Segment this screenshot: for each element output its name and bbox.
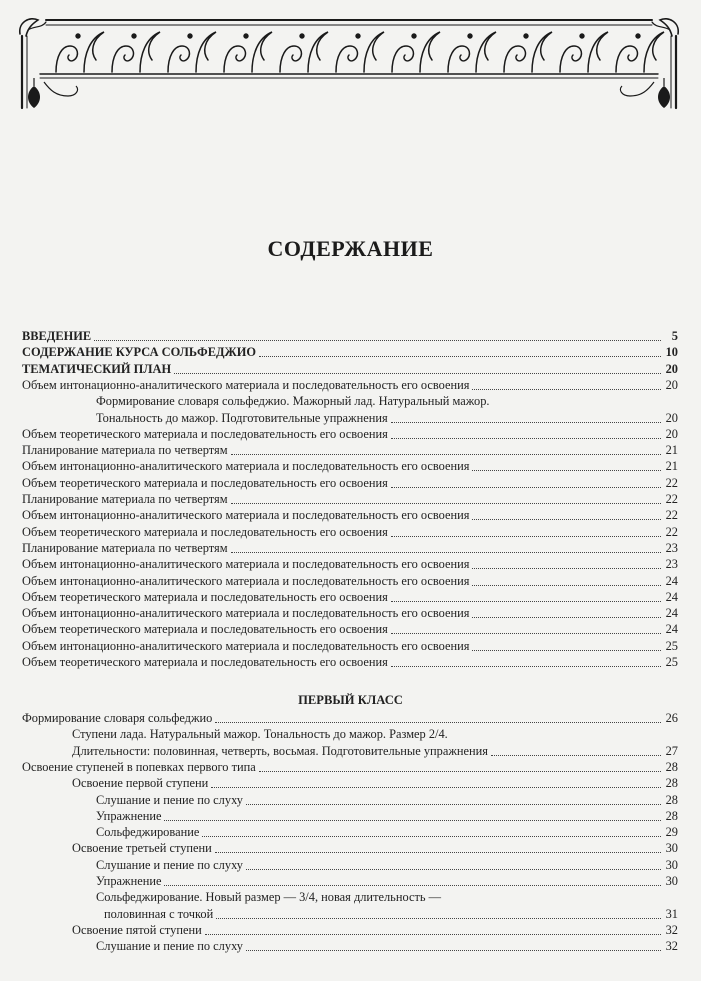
toc-page-number: 30	[665, 857, 678, 872]
toc-entry-title: Упражнение	[96, 874, 162, 888]
ornament-dot	[300, 34, 304, 38]
toc-entry-title: Освоение первой ступени	[72, 776, 209, 791]
toc-page-number: 20	[665, 410, 678, 425]
ornament-swirl	[280, 32, 328, 72]
toc-page-number: 23	[665, 557, 678, 572]
toc-entry-title: половинная с точкой	[104, 906, 214, 921]
toc-entry	[22, 540, 678, 556]
ornament-dot	[188, 34, 192, 38]
toc-leader-dots	[259, 770, 661, 772]
toc-entry-title: ТЕМАТИЧЕСКИЙ ПЛАН	[22, 361, 172, 376]
toc-entry	[72, 775, 678, 791]
toc-leader-dots	[472, 469, 661, 471]
toc-page-number: 10	[665, 345, 678, 360]
ornament-swirl	[56, 32, 104, 72]
ornament-dot	[412, 34, 416, 38]
ornament-swirl	[504, 32, 552, 72]
toc-entry	[96, 857, 678, 873]
toc-leader-dots	[246, 949, 661, 951]
toc-page-number: 30	[665, 874, 678, 888]
toc-leader-dots	[202, 835, 661, 837]
toc-entry-title: Тональность до мажор. Подготовительные упражнения	[96, 410, 388, 425]
section-heading-first-class: ПЕРВЫЙ КЛАСС	[298, 693, 403, 707]
toc-page-number: 30	[665, 841, 678, 856]
ornament-swirl	[168, 32, 216, 72]
toc-leader-dots	[391, 437, 661, 439]
toc-page-number: 23	[665, 540, 678, 555]
toc-entry	[96, 393, 678, 409]
toc-page-number: 20	[665, 361, 678, 376]
toc-entry	[96, 873, 678, 889]
toc-entry	[22, 442, 678, 458]
toc-entry	[22, 507, 678, 523]
toc-leader-dots	[472, 616, 661, 618]
toc-entry	[22, 573, 678, 589]
toc-leader-dots	[164, 819, 661, 821]
toc-entry	[22, 759, 678, 775]
toc-entry-title: Объем теоретического материала и последовательность его освоения	[22, 655, 388, 669]
ornament-dot	[356, 34, 360, 38]
toc-page-number: 28	[665, 792, 678, 807]
ornament-swirl	[616, 32, 664, 72]
toc-entry	[22, 621, 678, 637]
toc-leader-dots	[215, 851, 661, 853]
ornament-dot	[468, 34, 472, 38]
page-title: СОДЕРЖАНИЕ	[267, 236, 434, 261]
ornament-dot	[524, 34, 528, 38]
toc-leader-dots	[231, 453, 661, 455]
toc-entry-title: Объем интонационно-аналитического материала и последовательность его освоения	[22, 573, 470, 588]
ornament-dot	[132, 34, 136, 38]
toc-page-number: 20	[665, 377, 678, 392]
toc-page-number: 32	[665, 922, 678, 937]
ornament-dot	[580, 34, 584, 38]
toc-entry-title: Освоение пятой ступени	[72, 922, 202, 937]
toc-leader-dots	[246, 803, 661, 805]
floral-ornament-border-icon	[16, 16, 682, 114]
toc-page-number: 24	[665, 622, 678, 637]
toc-page-number: 22	[665, 524, 678, 539]
toc-entry	[96, 938, 678, 954]
toc-page-number: 26	[665, 711, 678, 725]
toc-entry-title: Объем интонационно-аналитического материала и последовательность его освоения	[22, 377, 470, 392]
toc-entry-title: Планирование материала по четвертям	[22, 540, 228, 555]
ornament-swirl	[560, 32, 608, 72]
toc-entry	[22, 710, 678, 726]
toc-entry-title: Формирование словаря сольфеджио. Мажорный лад. Натуральный мажор.	[96, 394, 490, 409]
toc-page-number: 28	[665, 759, 678, 774]
toc-leader-dots	[491, 754, 661, 756]
toc-entry-title: Упражнение	[96, 808, 162, 823]
ornament-swirl	[112, 32, 160, 72]
toc-entry	[22, 475, 678, 491]
toc-leader-dots	[472, 567, 661, 569]
toc-page-number: 25	[665, 638, 678, 653]
ornament-dot	[636, 34, 640, 38]
toc-entry	[96, 792, 678, 808]
toc-page-number: 29	[665, 825, 678, 840]
toc-entry-title: Объем теоретического материала и последовательность его освоения	[22, 622, 388, 637]
toc-leader-dots	[174, 372, 661, 374]
toc-entry	[22, 605, 678, 621]
toc-entry	[22, 328, 678, 344]
toc-leader-dots	[94, 339, 661, 341]
toc-entry	[22, 556, 678, 572]
toc-entry	[72, 840, 678, 856]
toc-page-number: 22	[665, 492, 678, 506]
toc-entry-title: Формирование словаря сольфеджио	[22, 711, 213, 725]
toc-entry-title: Объем теоретического материала и последовательность его освоения	[22, 589, 388, 604]
toc-leader-dots	[391, 665, 661, 667]
toc-entry-title: Объем интонационно-аналитического материала и последовательность его освоения	[22, 638, 470, 653]
toc-entry	[96, 824, 678, 840]
toc-entry-title: Объем интонационно-аналитического материала и последовательность его освоения	[22, 508, 470, 523]
toc-entry-title: ВВЕДЕНИЕ	[22, 329, 92, 343]
toc-entry	[22, 344, 678, 360]
toc-page-number: 22	[665, 508, 678, 523]
ornament-dot	[244, 34, 248, 38]
ornament-swirl	[336, 32, 384, 72]
toc-entry-title: Сольфеджирование	[96, 825, 200, 840]
toc-leader-dots	[391, 421, 661, 423]
toc-page-number: 20	[665, 426, 678, 441]
toc-entry	[22, 377, 678, 393]
toc-entry	[22, 426, 678, 442]
toc-leader-dots	[231, 502, 661, 504]
toc-entry	[72, 922, 678, 938]
toc-leader-dots	[216, 917, 661, 919]
toc-entry	[96, 410, 678, 426]
ornament-swirl	[392, 32, 440, 72]
toc-entry-title: Слушание и пение по слуху	[96, 792, 243, 807]
toc-entry	[22, 589, 678, 605]
toc-entry-title: Объем теоретического материала и последовательность его освоения	[22, 524, 388, 539]
toc-entry-title: Освоение третьей ступени	[72, 841, 212, 856]
toc-leader-dots	[391, 535, 661, 537]
toc-page-number: 24	[665, 589, 678, 604]
ornament-swirl	[448, 32, 496, 72]
toc-entry	[22, 654, 678, 670]
toc-entry	[22, 638, 678, 654]
toc-entry-title: Планирование материала по четвертям	[22, 492, 228, 506]
toc-leader-dots	[164, 884, 661, 886]
toc-leader-dots	[472, 649, 661, 651]
toc-page-number: 27	[665, 743, 678, 758]
toc-entry-title: Сольфеджирование. Новый размер — 3/4, новая длительность —	[96, 890, 442, 905]
toc-page-number: 24	[665, 573, 678, 588]
ornament-dot	[76, 34, 80, 38]
toc-leader-dots	[472, 388, 661, 390]
toc-entry-title: Ступени лада. Натуральный мажор. Тональность до мажор. Размер 2/4.	[72, 727, 448, 742]
toc-entry	[22, 361, 678, 377]
toc-leader-dots	[451, 738, 661, 739]
toc-leader-dots	[259, 355, 661, 357]
toc-entry	[22, 491, 678, 507]
toc-leader-dots	[493, 405, 662, 406]
toc-entry	[22, 524, 678, 540]
toc-entry-title: Длительности: половинная, четверть, восьмая. Подготовительные упражнения	[72, 743, 488, 758]
toc-entry-title: Объем интонационно-аналитического материала и последовательность его освоения	[22, 606, 470, 621]
toc-page-number: 24	[665, 606, 678, 621]
toc-page-number: 21	[665, 443, 678, 458]
toc-leader-dots	[472, 584, 661, 586]
toc-page-number: 21	[665, 459, 678, 474]
toc-entry	[72, 726, 678, 742]
toc-entry	[104, 906, 678, 922]
toc-entry	[96, 889, 678, 905]
toc-page-number: 22	[665, 475, 678, 490]
toc-leader-dots	[391, 632, 661, 634]
toc-leader-dots	[215, 721, 661, 723]
toc-leader-dots	[472, 518, 661, 520]
toc-page-number: 25	[665, 655, 678, 669]
toc-page-number: 5	[671, 329, 678, 343]
toc-entry-title: Объем интонационно-аналитического материала и последовательность его освоения	[22, 459, 470, 474]
toc-leader-dots	[231, 551, 661, 553]
toc-page-number: 31	[665, 906, 678, 921]
toc-entry-title: СОДЕРЖАНИЕ КУРСА СОЛЬФЕДЖИО	[22, 345, 257, 360]
ornament-swirl	[224, 32, 272, 72]
toc-entry	[72, 743, 678, 759]
toc-entry-title: Планирование материала по четвертям	[22, 443, 228, 458]
toc-entry	[22, 458, 678, 474]
toc-leader-dots	[444, 901, 661, 902]
toc-entry-title: Объем теоретического материала и последовательность его освоения	[22, 426, 388, 441]
toc-leader-dots	[205, 933, 661, 935]
toc-entry	[96, 808, 678, 824]
toc-page-number: 28	[665, 808, 678, 823]
toc-entry-title: Слушание и пение по слуху	[96, 857, 243, 872]
toc-entry-title: Объем теоретического материала и последовательность его освоения	[22, 475, 388, 490]
toc-entry-title: Слушание и пение по слуху	[96, 939, 243, 954]
toc-leader-dots	[391, 600, 661, 602]
toc-entry-title: Объем интонационно-аналитического материала и последовательность его освоения	[22, 557, 470, 572]
toc-entry-title: Освоение ступеней в попевках первого типа	[22, 759, 256, 774]
toc-page-number: 28	[665, 776, 678, 791]
toc-leader-dots	[211, 786, 661, 788]
toc-page-number: 32	[665, 939, 678, 954]
toc-leader-dots	[391, 486, 661, 488]
toc-leader-dots	[246, 868, 661, 870]
